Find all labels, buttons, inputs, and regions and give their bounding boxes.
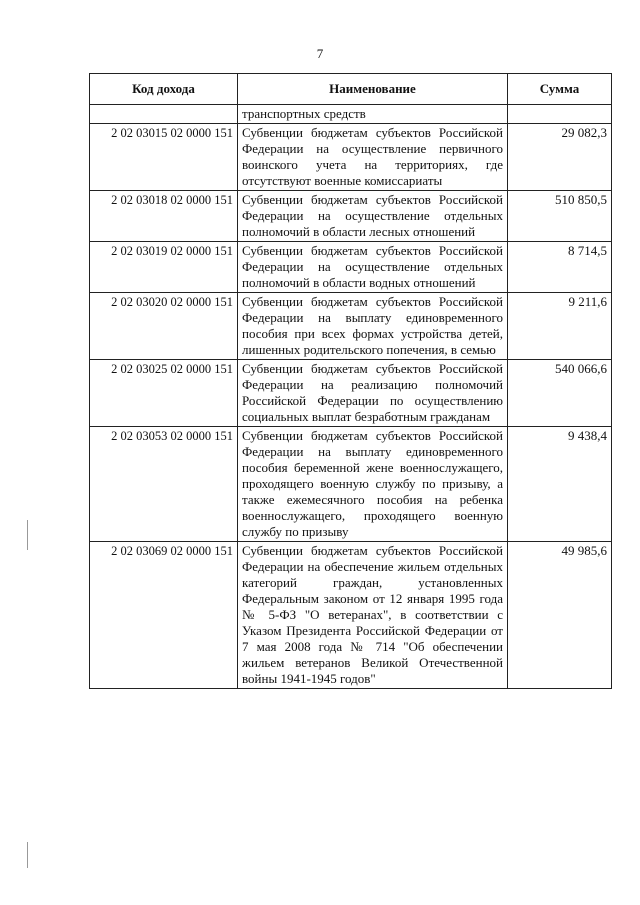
row-sum: 510 850,5 <box>508 191 612 242</box>
table-row <box>90 124 612 191</box>
table-row <box>90 427 612 542</box>
table-row <box>90 542 612 689</box>
row-sum: 29 082,3 <box>508 124 612 191</box>
header-code: Код дохода <box>90 74 238 105</box>
row-sum <box>508 105 612 124</box>
row-name: транспортных средств <box>238 105 508 124</box>
row-name: Субвенции бюджетам субъектов Российской Федерации на осуществление отдельных полномочий в области водных отношений <box>238 242 508 293</box>
row-sum: 8 714,5 <box>508 242 612 293</box>
row-sum: 49 985,6 <box>508 542 612 689</box>
row-name: Субвенции бюджетам субъектов Российской Федерации на выплату единовременного пособия беременной жене военнослужащего, проходящего военную службу по призыву, а также ежемесячного пособия на ребенка военнослужащего, проходящего военную службу по призыву <box>238 427 508 542</box>
row-sum: 540 066,6 <box>508 360 612 427</box>
row-name: Субвенции бюджетам субъектов Российской Федерации на реализацию полномочий Российской Федерации по осуществлению социальных выплат безработным гражданам <box>238 360 508 427</box>
row-sum: 9 438,4 <box>508 427 612 542</box>
row-name: Субвенции бюджетам субъектов Российской Федерации на выплату единовременного пособия при всех формах устройства детей, лишенных родительского попечения, в семью <box>238 293 508 360</box>
scan-edge-mark <box>27 520 28 550</box>
row-sum: 9 211,6 <box>508 293 612 360</box>
row-code: 2 02 03069 02 0000 151 <box>90 542 238 689</box>
table-row <box>90 360 612 427</box>
table-row <box>90 191 612 242</box>
table-row <box>90 293 612 360</box>
table-row <box>90 242 612 293</box>
row-name: Субвенции бюджетам субъектов Российской Федерации на осуществление отдельных полномочий в области лесных отношений <box>238 191 508 242</box>
row-code: 2 02 03025 02 0000 151 <box>90 360 238 427</box>
row-code: 2 02 03015 02 0000 151 <box>90 124 238 191</box>
page-number: 7 <box>316 46 324 61</box>
table-row <box>90 105 612 124</box>
header-sum: Сумма <box>508 74 612 105</box>
row-name: Субвенции бюджетам субъектов Российской Федерации на обеспечение жильем отдельных категорий граждан, установленных Федеральным законом от 12 января 1995 года № 5-ФЗ "О ветеранах", в соответствии с Указом Президента Российской Федерации от 7 мая 2008 года № 714 "Об обеспечении жильем ветеранов Великой Отечественной войны 1941-1945 годов" <box>238 542 508 689</box>
row-code: 2 02 03019 02 0000 151 <box>90 242 238 293</box>
header-name: Наименование <box>238 74 508 105</box>
row-code <box>90 105 238 124</box>
row-name: Субвенции бюджетам субъектов Российской Федерации на осуществление первичного воинского учета на территориях, где отсутствуют военные комиссариаты <box>238 124 508 191</box>
row-code: 2 02 03053 02 0000 151 <box>90 427 238 542</box>
table-header-row <box>90 74 612 105</box>
row-code: 2 02 03020 02 0000 151 <box>90 293 238 360</box>
revenue-table <box>89 73 612 689</box>
row-code: 2 02 03018 02 0000 151 <box>90 191 238 242</box>
scan-edge-mark <box>27 842 28 868</box>
